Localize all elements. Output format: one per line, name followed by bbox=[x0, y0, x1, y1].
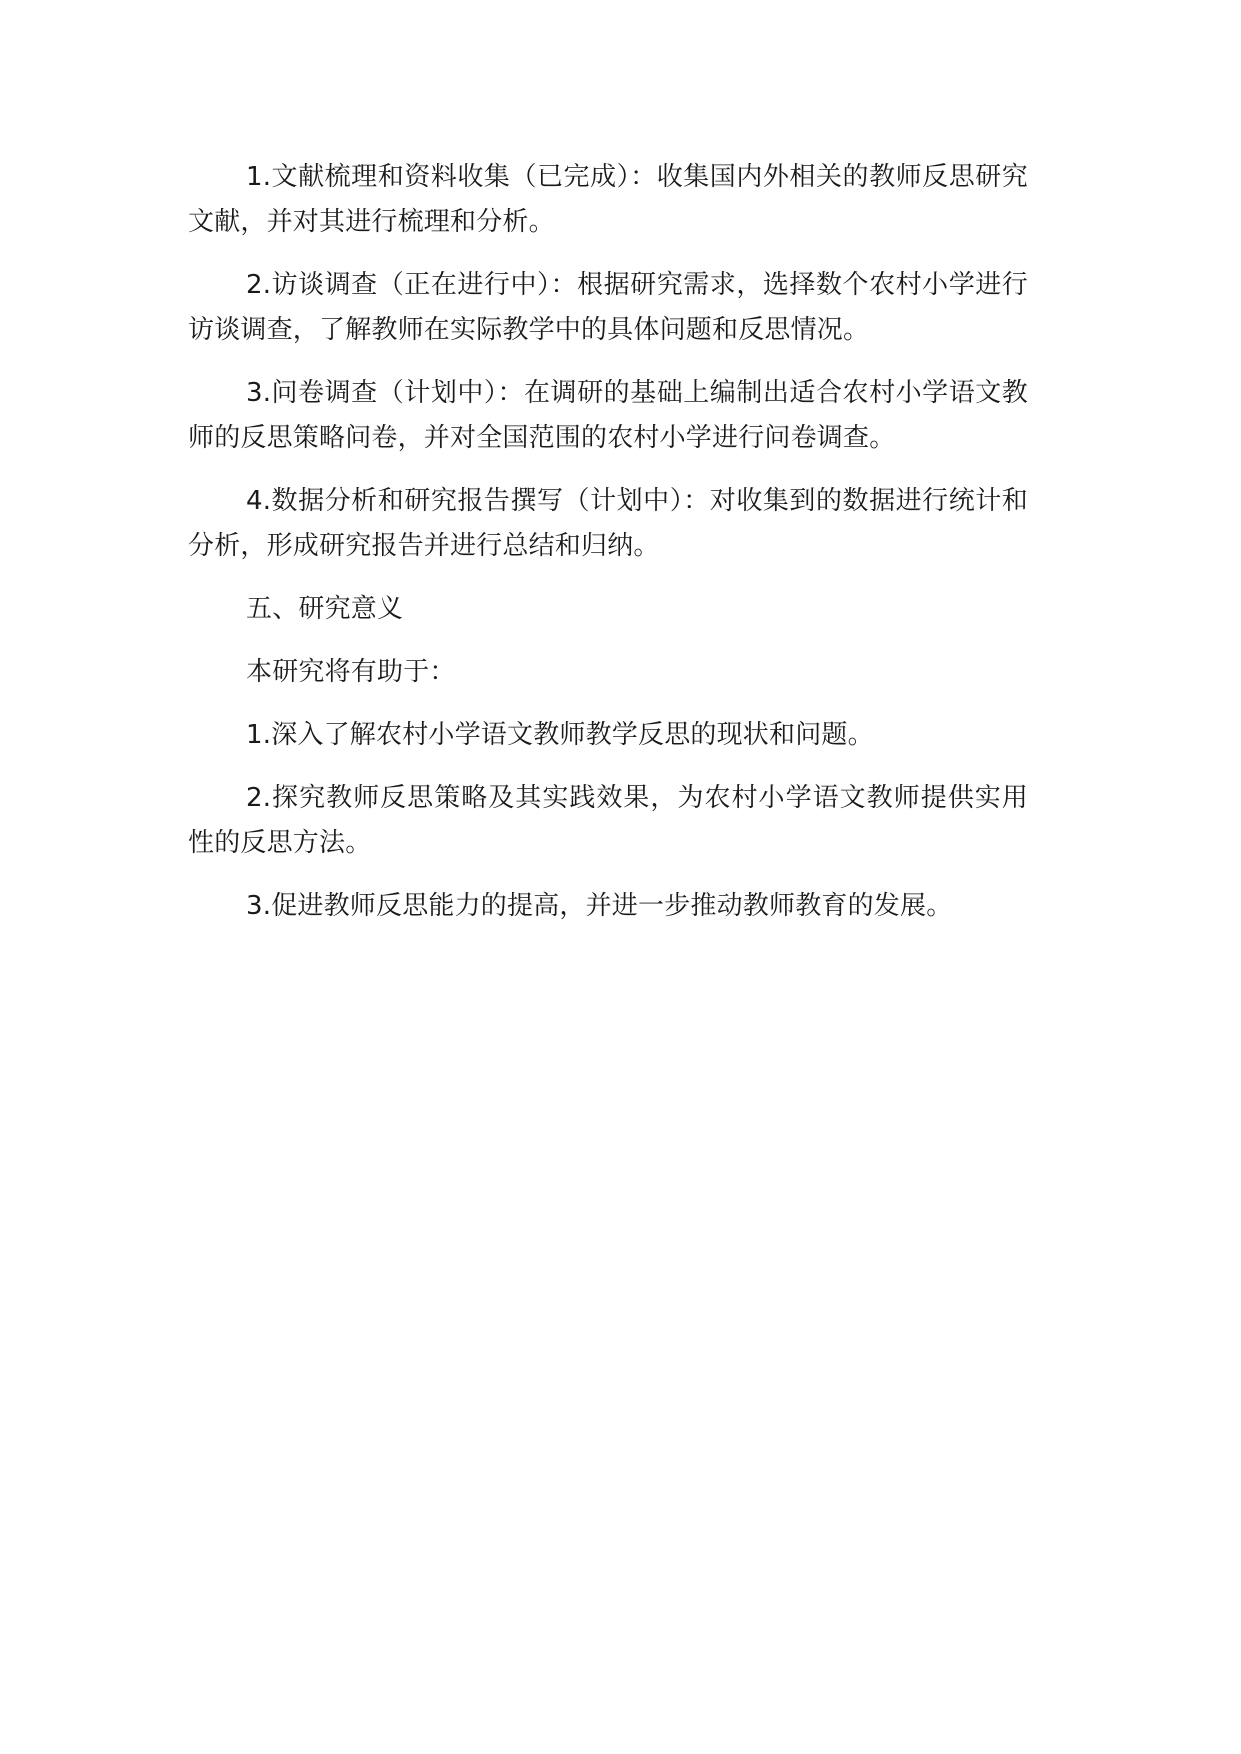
paragraph-method-questionnaire: 3.问卷调查（计划中）：在调研的基础上编制出适合农村小学语文教师的反思策略问卷，并对全国范围的农村小学进行问卷调查。 bbox=[188, 378, 1028, 453]
paragraph-significance-item-3: 3.促进教师反思能力的提高，并进一步推动教师教育的发展。 bbox=[246, 891, 953, 921]
paragraph-significance-item-1: 1.深入了解农村小学语文教师教学反思的现状和问题。 bbox=[246, 720, 874, 750]
section-heading-research-significance: 五、研究意义 bbox=[246, 594, 404, 624]
document-body bbox=[188, 155, 1028, 947]
paragraph-significance-item-2: 2.探究教师反思策略及其实践效果，为农村小学语文教师提供实用性的反思方法。 bbox=[188, 783, 1028, 858]
paragraph-significance-intro: 本研究将有助于： bbox=[246, 657, 456, 687]
paragraph-method-literature-review: 1.文献梳理和资料收集（已完成）：收集国内外相关的教师反思研究文献，并对其进行梳理和分析。 bbox=[188, 162, 1028, 237]
paragraph-method-interview-survey: 2.访谈调查（正在进行中）：根据研究需求，选择数个农村小学进行访谈调查，了解教师在实际教学中的具体问题和反思情况。 bbox=[188, 270, 1028, 345]
paragraph-method-data-analysis: 4.数据分析和研究报告撰写（计划中）：对收集到的数据进行统计和分析，形成研究报告并进行总结和归纳。 bbox=[188, 486, 1028, 561]
